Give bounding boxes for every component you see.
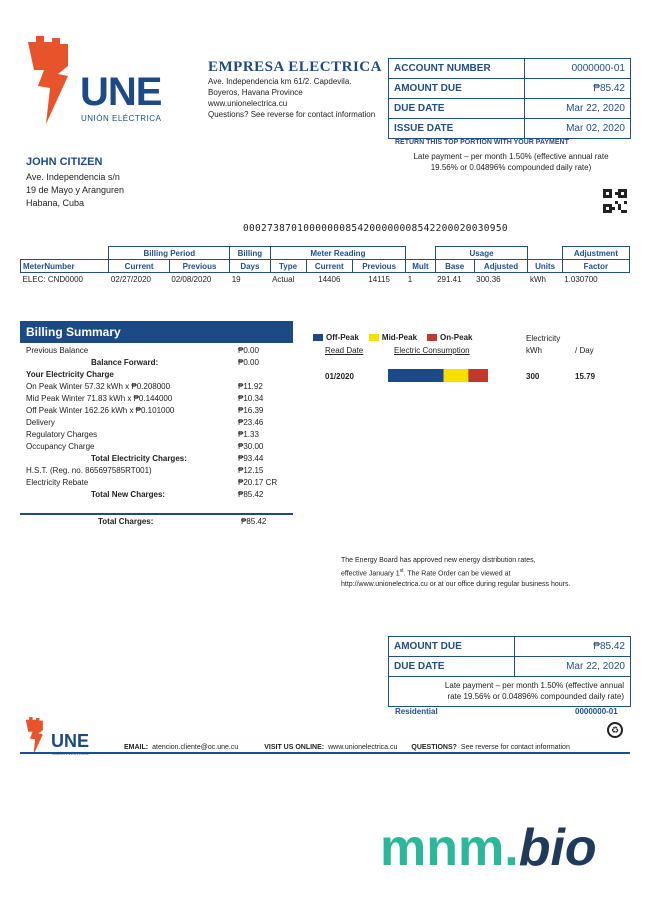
billing-period-header: Billing Period <box>109 247 230 260</box>
usage-per-day: 15.79 <box>575 372 596 381</box>
total-charges-label: Total Charges: <box>98 517 154 526</box>
col-previous-period: Previous <box>169 260 229 273</box>
fist-lightning-icon <box>24 34 80 126</box>
summary-row-label: Total Electricity Charges: <box>91 454 187 463</box>
notice-line-2 <box>341 566 570 579</box>
notice <box>341 555 570 590</box>
summary-row-value: ₱23.46 <box>238 418 264 427</box>
on-peak-segment <box>468 369 488 382</box>
usage-read-date: 01/2020 <box>325 372 354 381</box>
watermark-part-1: mnm. <box>380 819 519 877</box>
table-row <box>21 273 630 287</box>
kwh-header: kWh <box>526 346 542 355</box>
summary-row-label: H.S.T. (Reg. no. 865697585RT001) <box>26 466 152 475</box>
late-note-2: 19.56% or 0.04896% compounded daily rate) <box>430 163 592 172</box>
summary-row-value <box>238 370 266 379</box>
summary-row-label: Total New Charges: <box>91 490 166 499</box>
company-address-1: Ave. Independencia km 61/2. Capdevila. <box>208 77 352 86</box>
email-label: EMAIL: <box>124 744 149 751</box>
summary-row-label: Mid Peak Winter 71.83 kWh x ₱0.144000 <box>26 394 173 403</box>
summary-row-value: ₱11.92 <box>238 382 263 391</box>
summary-row <box>26 394 266 403</box>
legend-off-peak <box>313 333 359 342</box>
legend-off-peak-label: Off-Peak <box>326 333 359 342</box>
col-factor: Factor <box>562 260 629 273</box>
une-logo <box>24 34 174 130</box>
due-date-value: Mar 22, 2020 <box>566 103 625 114</box>
small-fist-lightning-icon <box>24 716 48 756</box>
due-date-label: DUE DATE <box>389 99 525 118</box>
total-charges-value: ₱85.42 <box>241 517 267 526</box>
summary-row-label: Occupancy Charge <box>26 442 95 451</box>
per-day-header: / Day <box>575 346 594 355</box>
summary-row-value: ₱20.17 CR <box>238 478 278 487</box>
adjustment-header: Adjustment <box>562 247 629 260</box>
summary-row-value: ₱12.15 <box>238 466 264 475</box>
bottom-amount-due-row <box>389 637 630 657</box>
legend-mid-peak-label: Mid-Peak <box>381 333 418 342</box>
off-peak-segment <box>388 369 444 382</box>
bottom-late-note-2: rate 19.56% or 0.04896% compounded daily rate) <box>447 692 624 701</box>
cell-previous-period: 02/08/2020 <box>171 275 212 284</box>
questions-text: See reverse for contact information <box>460 744 570 751</box>
summary-row <box>26 346 266 355</box>
summary-row <box>26 382 266 391</box>
late-note-1: Late payment – per month 1.50% (effective annual rate <box>413 152 609 161</box>
watermark-part-2: bio <box>518 819 597 877</box>
summary-divider <box>20 513 293 515</box>
cell-days: 19 <box>231 275 241 284</box>
account-number-value: 0000000-01 <box>571 63 625 74</box>
amount-due-value: ₱85.42 <box>593 83 625 94</box>
legend-mid-peak <box>369 333 417 342</box>
barcode-number: 00027387010000000854200000008542200020030950 <box>243 223 508 234</box>
meter-table <box>20 246 630 286</box>
cell-current-period: 02/27/2020 <box>110 275 151 284</box>
watermark <box>380 818 597 878</box>
bottom-amount-due-value: ₱85.42 <box>593 641 625 652</box>
issue-date-label: ISSUE DATE <box>389 119 525 138</box>
billing-summary-title: Billing Summary <box>20 321 293 343</box>
consumption-header: Electric Consumption <box>394 346 470 355</box>
summary-row-value: ₱10.34 <box>238 394 264 403</box>
summary-row-label: Delivery <box>26 418 55 427</box>
col-type: Type <box>270 260 306 273</box>
mid-peak-swatch <box>369 334 379 341</box>
usage-legend <box>313 333 473 342</box>
account-box <box>388 58 631 139</box>
notice-line-1: The Energy Board has approved new energy distribution rates, <box>341 557 536 564</box>
return-note: RETURN THIS TOP PORTION WITH YOUR PAYMENT <box>395 139 569 146</box>
summary-row <box>26 370 266 379</box>
summary-row-label: Previous Balance <box>26 346 89 355</box>
col-days: Days <box>230 260 270 273</box>
due-date-row <box>389 99 630 119</box>
summary-row <box>26 358 266 367</box>
company-name: EMPRESA ELECTRICA <box>208 59 382 75</box>
account-number-row <box>389 59 630 79</box>
summary-row <box>26 490 266 499</box>
legend-on-peak <box>427 333 472 342</box>
notice-sup: st <box>399 568 404 574</box>
summary-row-label: Electricity Rebate <box>26 478 89 487</box>
col-mult: Mult <box>406 260 435 273</box>
logo-text: UNE <box>80 70 162 114</box>
cell-current-reading: 14406 <box>318 275 341 284</box>
summary-row <box>26 466 266 475</box>
billing-header: Billing <box>230 247 270 260</box>
notice-line-2b: . The Rate Order can be viewed at <box>403 570 511 578</box>
summary-row-label: Balance Forward: <box>91 358 159 367</box>
summary-row-value: ₱16.39 <box>238 406 264 415</box>
bottom-due-date-value: Mar 22, 2020 <box>566 661 625 672</box>
amount-due-row <box>389 79 630 99</box>
customer-address-2: 19 de Mayo y Aranguren <box>26 185 125 195</box>
customer-address-3: Habana, Cuba <box>26 198 85 208</box>
summary-row <box>26 478 278 487</box>
cell-units: kWh <box>529 275 546 284</box>
usage-bar <box>388 369 488 382</box>
col-base: Base <box>435 260 474 273</box>
amount-due-label: AMOUNT DUE <box>389 79 525 98</box>
summary-row-value: ₱93.44 <box>238 454 264 463</box>
bottom-amount-due-label: AMOUNT DUE <box>389 637 515 656</box>
bottom-late-note-1: Late payment – per month 1.50% (effective annual <box>444 681 624 690</box>
summary-row-value: ₱30.00 <box>238 442 264 451</box>
off-peak-swatch <box>313 334 323 341</box>
summary-row-label: Off Peak Winter 162.26 kWh x ₱0.101000 <box>26 406 175 415</box>
qr-code <box>603 189 627 213</box>
col-units: Units <box>528 260 562 273</box>
usage-header: Usage <box>435 247 528 260</box>
qr-code-icon <box>603 189 627 213</box>
mid-peak-segment <box>444 369 469 382</box>
bottom-account-number: 0000000-01 <box>575 707 618 716</box>
cell-type: Actual <box>272 275 295 284</box>
customer-name: JOHN CITIZEN <box>26 156 103 168</box>
col-previous-reading: Previous <box>353 260 406 273</box>
cell-meter-number: ELEC: CND0000 <box>22 275 83 284</box>
visit-label: VISIT US ONLINE: <box>264 744 325 751</box>
bottom-due-date-label: DUE DATE <box>389 657 515 676</box>
summary-row-value: ₱0.00 <box>238 346 259 355</box>
meter-reading-header: Meter Reading <box>270 247 406 260</box>
summary-row-value: ₱85.42 <box>238 490 264 499</box>
summary-row-label: Regulatory Charges <box>26 430 98 439</box>
electricity-header: Electricity <box>526 334 561 343</box>
company-address-2: Boyeros, Havana Province <box>208 88 303 97</box>
col-current-reading: Current <box>306 260 352 273</box>
bottom-payment-box <box>388 636 631 707</box>
cell-factor: 1.030700 <box>564 275 598 284</box>
summary-row-value: ₱1.33 <box>238 430 259 439</box>
summary-row <box>26 430 266 439</box>
recycle-icon: ♻ <box>607 722 623 738</box>
logo-subtitle: UNIÓN ELÉCTRICA <box>81 114 162 123</box>
footer-logo <box>24 716 104 756</box>
footer-contact <box>124 744 570 751</box>
cell-mult: 1 <box>407 275 413 284</box>
summary-row <box>26 442 266 451</box>
col-meter-number: MeterNumber <box>21 260 109 273</box>
footer-logo-text: UNE <box>51 731 90 751</box>
residential-label: Residential <box>395 707 438 716</box>
company-website: www.unionelectrica.cu <box>208 99 288 108</box>
cell-base: 291.41 <box>437 275 462 284</box>
customer-address-1: Ave. Independencia s/n <box>26 172 120 182</box>
legend-on-peak-label: On-Peak <box>440 333 473 342</box>
company-questions: Questions? See reverse for contact information <box>208 110 376 119</box>
notice-line-3: http://www.unionelectrica.cu or at our office during regular business hours. <box>341 581 571 589</box>
cell-adjusted: 300.36 <box>476 275 501 284</box>
notice-line-2a: effective January 1 <box>341 570 400 578</box>
bottom-due-date-row <box>389 657 630 677</box>
footer-divider <box>20 752 630 754</box>
issue-date-value: Mar 02, 2020 <box>566 123 625 134</box>
summary-row <box>26 418 266 427</box>
usage-kwh: 300 <box>526 372 540 381</box>
issue-date-row <box>389 119 630 138</box>
email-link[interactable]: atencion.cliente@oc.une.cu <box>152 744 239 751</box>
on-peak-swatch <box>427 334 437 341</box>
summary-row <box>26 454 266 463</box>
summary-row <box>26 406 266 415</box>
col-adjusted: Adjusted <box>474 260 528 273</box>
col-current-period: Current <box>109 260 169 273</box>
summary-row-value: ₱0.00 <box>238 358 259 367</box>
read-date-header: Read Date <box>325 346 364 355</box>
account-number-label: ACCOUNT NUMBER <box>389 59 525 78</box>
website-link[interactable]: www.unionelectrica.cu <box>328 744 398 751</box>
questions-label: QUESTIONS? <box>411 744 457 751</box>
summary-row-label: Your Electricity Charge <box>26 370 114 379</box>
cell-previous-reading: 14115 <box>368 275 390 284</box>
summary-row-label: On Peak Winter 57.32 kWh x ₱0.208000 <box>26 382 171 391</box>
